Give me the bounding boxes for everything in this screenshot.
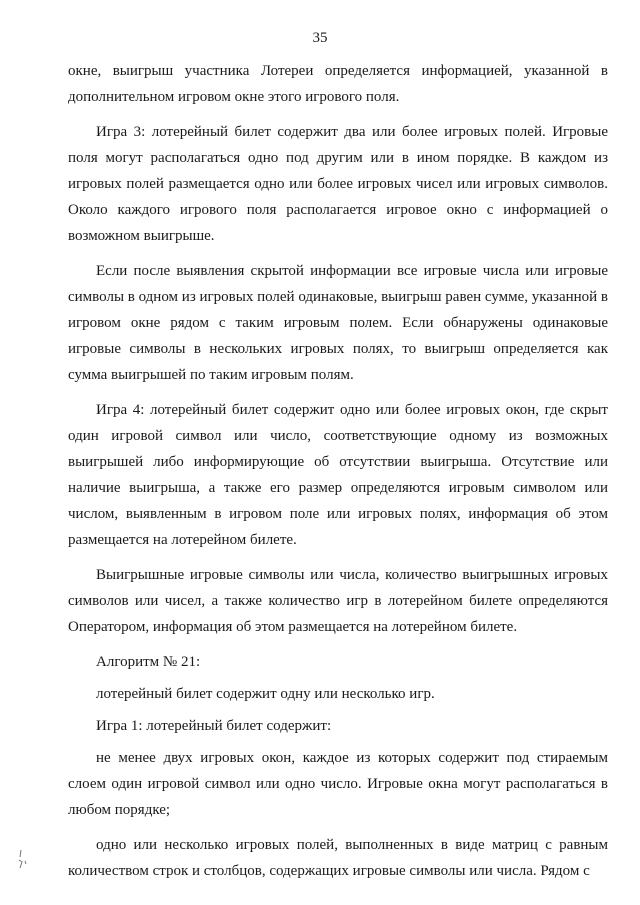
paragraph-ticket-games: лотерейный билет содержит одну или несколько игр. (96, 686, 435, 702)
paragraph-winning-symbols: Выигрышные игровые символы или числа, количество выигрышных игровых символов или чисел, а также количество игр в лотерейном билете определяются Оператором, информация об этом размещается на лотерейном билете. (68, 567, 608, 635)
page-number: 35 (312, 30, 328, 46)
paragraph-algorithm-21: Алгоритм № 21: (96, 654, 201, 670)
paragraph-game-3: Игра 3: лотерейный билет содержит два или более игровых полей. Игровые поля могут располагаться одно под другим или в ином порядке. В каждом из игровых полей размещается одно или более игровых чисел или игровых символов. Около каждого игрового поля располагается игровое окно с информацией о возможном выигрыше. (68, 124, 608, 244)
paragraph-game-3-win-rule: Если после выявления скрытой информации все игровые числа или игровые символы в одном из игровых полей одинаковые, выигрыш равен сумме, указанной в игровом окне рядом с таким игровым полем. Если обнаружены одинаковые игровые символы в нескольких игровых полях, то выигрыш определяется как сумма выигрышей по таким игровым полям. (68, 263, 609, 383)
paragraph-game-1: Игра 1: лотерейный билет содержит: (96, 718, 332, 734)
paragraph-game-4: Игра 4: лотерейный билет содержит одно или более игровых окон, где скрыт один игровой символ или число, соответствующие одному из возможных выигрышей либо информирующие об отсутствии выигрыша. Отсутствие или наличие выигрыша, а также его размер определяются игровым символом или числом, выявленным в игровом поле или игровых полях, информация об этом размещается на лотерейном билете. (68, 402, 608, 548)
body-text (68, 58, 608, 893)
paragraph-game-windows: не менее двух игровых окон, каждое из которых содержит под стираемым слоем один игровой символ или одно число. Игровые окна могут располагаться в любом порядке; (68, 750, 608, 818)
paragraph-continuation: окне, выигрыш участника Лотереи определяется информацией, указанной в дополнительном игровом окне этого игрового поля. (68, 63, 608, 105)
paragraph-game-fields: одно или несколько игровых полей, выполненных в виде матриц с равным количеством строк и столбцов, содержащих игровые символы или числа. Рядом с (68, 837, 608, 879)
margin-scribble-mark (16, 848, 32, 870)
